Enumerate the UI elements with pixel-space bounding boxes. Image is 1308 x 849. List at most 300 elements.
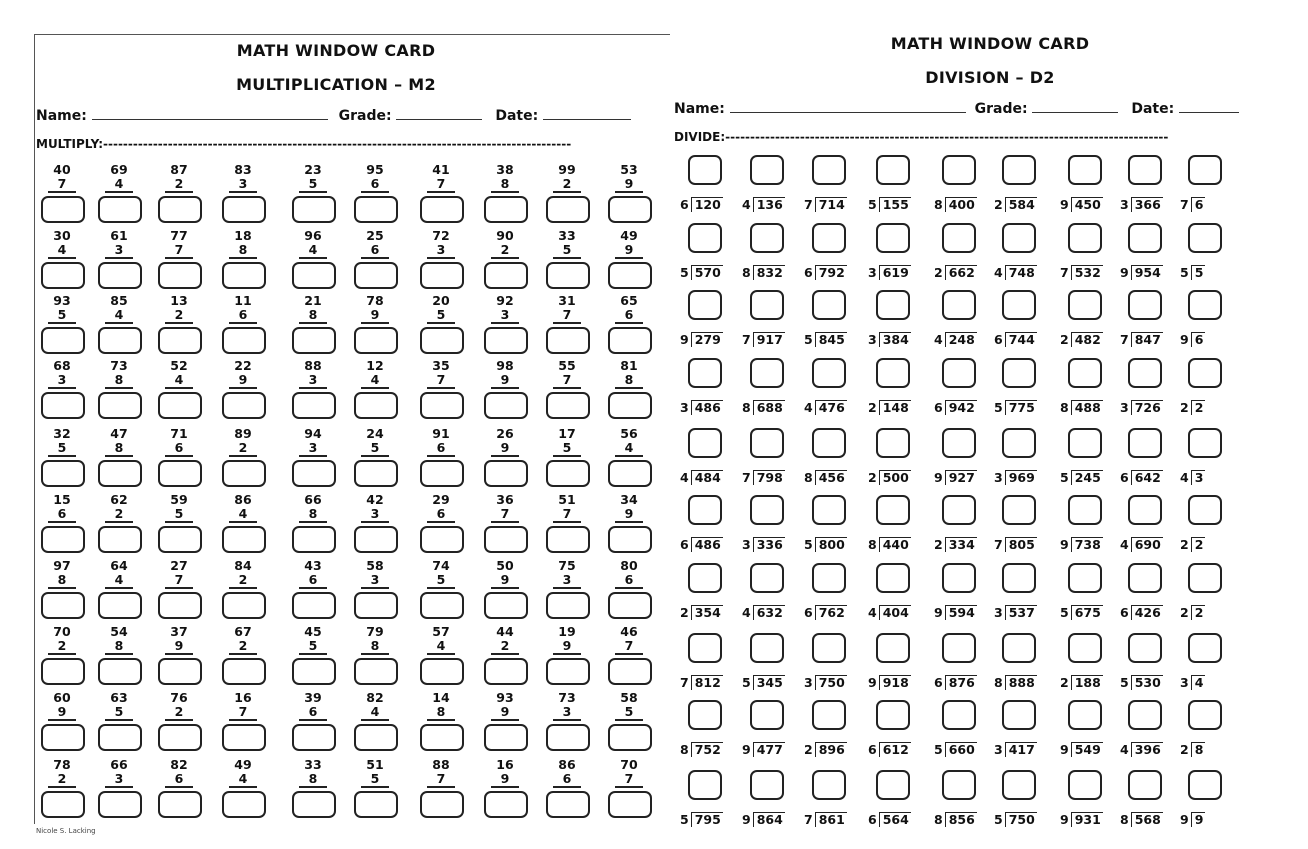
answer-box[interactable] (420, 526, 464, 553)
answer-box[interactable] (222, 791, 266, 818)
dividend: 426 (1131, 605, 1163, 620)
answer-box[interactable] (942, 155, 976, 185)
answer-box[interactable] (812, 770, 846, 800)
answer-box[interactable] (1002, 770, 1036, 800)
answer-box[interactable] (222, 526, 266, 553)
answer-box[interactable] (158, 196, 202, 223)
multiplication-problem (419, 492, 463, 523)
answer-box[interactable] (484, 327, 528, 354)
answer-box[interactable] (484, 196, 528, 223)
name-field[interactable] (730, 100, 966, 113)
dividend: 805 (1005, 537, 1037, 552)
answer-box[interactable] (98, 791, 142, 818)
answer-box[interactable] (688, 223, 722, 253)
answer-box[interactable] (876, 155, 910, 185)
answer-box[interactable] (484, 592, 528, 619)
multiplication-problem (291, 228, 335, 259)
answer-box[interactable] (222, 327, 266, 354)
multiplicand: 77 (170, 228, 188, 243)
answer-box[interactable] (1002, 700, 1036, 730)
divisor: 3 (804, 675, 813, 690)
answer-box[interactable] (546, 196, 590, 223)
answer-box[interactable] (292, 592, 336, 619)
answer-box[interactable] (812, 290, 846, 320)
division-card-title: MATH WINDOW CARD (890, 34, 1090, 53)
answer-box[interactable] (876, 290, 910, 320)
division-problem (1180, 812, 1230, 827)
divisor: 7 (1060, 265, 1069, 280)
answer-box[interactable] (1068, 290, 1102, 320)
answer-box[interactable] (1002, 358, 1036, 388)
multiplier: 8 (48, 573, 76, 589)
answer-box[interactable] (41, 460, 85, 487)
multiplier: 6 (615, 308, 643, 324)
answer-box[interactable] (812, 700, 846, 730)
multiplication-problem (607, 492, 651, 523)
dividend: 549 (1071, 742, 1103, 757)
divisor: 4 (680, 470, 689, 485)
answer-box[interactable] (750, 563, 784, 593)
multiplier: 2 (491, 639, 519, 655)
answer-box[interactable] (750, 223, 784, 253)
answer-box[interactable] (420, 724, 464, 751)
answer-box[interactable] (420, 196, 464, 223)
answer-box[interactable] (1188, 633, 1222, 663)
answer-box[interactable] (1068, 223, 1102, 253)
answer-box[interactable] (608, 791, 652, 818)
answer-box[interactable] (1068, 700, 1102, 730)
divisor: 5 (680, 812, 689, 827)
answer-box[interactable] (1128, 428, 1162, 458)
multiplication-problem (419, 690, 463, 721)
answer-box[interactable] (750, 428, 784, 458)
division-problem (1120, 605, 1170, 620)
answer-box[interactable] (608, 592, 652, 619)
answer-box[interactable] (688, 290, 722, 320)
division-card-subtitle: DIVISION – D2 (925, 68, 1055, 87)
answer-box[interactable] (354, 791, 398, 818)
answer-box[interactable] (292, 392, 336, 419)
answer-box[interactable] (98, 526, 142, 553)
answer-box[interactable] (222, 196, 266, 223)
multiplicand: 64 (110, 558, 128, 573)
answer-box[interactable] (608, 196, 652, 223)
answer-box[interactable] (546, 791, 590, 818)
division-problem (742, 197, 792, 212)
dividend: 248 (945, 332, 977, 347)
answer-box[interactable] (354, 392, 398, 419)
answer-box[interactable] (688, 495, 722, 525)
multiplication-problem (483, 690, 527, 721)
divisor: 8 (804, 470, 813, 485)
answer-box[interactable] (222, 460, 266, 487)
grade-field[interactable] (1032, 100, 1118, 113)
answer-box[interactable] (942, 563, 976, 593)
answer-box[interactable] (812, 155, 846, 185)
answer-box[interactable] (546, 526, 590, 553)
multiplicand: 88 (304, 358, 322, 373)
answer-box[interactable] (942, 770, 976, 800)
answer-box[interactable] (1002, 290, 1036, 320)
divisor: 9 (1060, 742, 1069, 757)
multiplicand: 39 (304, 690, 322, 705)
answer-box[interactable] (420, 327, 464, 354)
answer-box[interactable] (222, 392, 266, 419)
answer-box[interactable] (750, 495, 784, 525)
answer-box[interactable] (608, 392, 652, 419)
answer-box[interactable] (41, 658, 85, 685)
answer-box[interactable] (608, 724, 652, 751)
multiplier: 6 (427, 441, 455, 457)
answer-box[interactable] (158, 791, 202, 818)
answer-box[interactable] (354, 460, 398, 487)
answer-box[interactable] (876, 358, 910, 388)
answer-box[interactable] (876, 495, 910, 525)
grade-label: Grade: (338, 108, 392, 124)
answer-box[interactable] (942, 290, 976, 320)
answer-box[interactable] (688, 700, 722, 730)
answer-box[interactable] (546, 592, 590, 619)
answer-box[interactable] (222, 592, 266, 619)
divide-section-label: DIVIDE:----------------------------------------------------------------------------------------- (674, 130, 1169, 144)
answer-box[interactable] (41, 196, 85, 223)
answer-box[interactable] (292, 262, 336, 289)
name-field[interactable] (92, 107, 328, 120)
grade-field[interactable] (396, 107, 482, 120)
answer-box[interactable] (1002, 428, 1036, 458)
answer-box[interactable] (876, 633, 910, 663)
answer-box[interactable] (546, 658, 590, 685)
answer-box[interactable] (942, 223, 976, 253)
answer-box[interactable] (158, 724, 202, 751)
answer-box[interactable] (354, 526, 398, 553)
division-problem (994, 470, 1044, 485)
answer-box[interactable] (98, 658, 142, 685)
multiplicand: 46 (620, 624, 638, 639)
answer-box[interactable] (41, 724, 85, 751)
date-label: Date: (495, 108, 539, 124)
multiplicand: 80 (620, 558, 638, 573)
division-problem (804, 742, 854, 757)
answer-box[interactable] (41, 392, 85, 419)
multiplication-problem (97, 293, 141, 324)
multiplier: 3 (299, 441, 327, 457)
answer-box[interactable] (546, 724, 590, 751)
multiplier: 4 (361, 705, 389, 721)
answer-box[interactable] (750, 770, 784, 800)
answer-box[interactable] (292, 724, 336, 751)
dividend: 888 (1005, 675, 1037, 690)
answer-box[interactable] (158, 460, 202, 487)
answer-box[interactable] (420, 392, 464, 419)
answer-box[interactable] (1128, 495, 1162, 525)
answer-box[interactable] (158, 262, 202, 289)
answer-box[interactable] (1188, 428, 1222, 458)
answer-box[interactable] (688, 633, 722, 663)
answer-box[interactable] (41, 327, 85, 354)
multiplicand: 98 (496, 358, 514, 373)
answer-box[interactable] (750, 290, 784, 320)
answer-box[interactable] (1128, 563, 1162, 593)
dividend: 486 (691, 537, 723, 552)
answer-box[interactable] (484, 262, 528, 289)
answer-box[interactable] (222, 262, 266, 289)
division-problem (742, 470, 792, 485)
answer-box[interactable] (1188, 770, 1222, 800)
dividend: 927 (945, 470, 977, 485)
multiplier: 8 (361, 639, 389, 655)
divisor: 6 (804, 605, 813, 620)
multiplicand: 66 (110, 757, 128, 772)
dividend: 619 (879, 265, 911, 280)
date-field[interactable] (543, 107, 631, 120)
answer-box[interactable] (812, 495, 846, 525)
answer-box[interactable] (750, 633, 784, 663)
dividend: 726 (1131, 400, 1163, 415)
multiplier: 3 (553, 573, 581, 589)
answer-box[interactable] (608, 526, 652, 553)
answer-box[interactable] (98, 460, 142, 487)
multiplication-problem (419, 228, 463, 259)
answer-box[interactable] (1002, 495, 1036, 525)
divisor: 4 (868, 605, 877, 620)
divisor: 3 (994, 470, 1003, 485)
answer-box[interactable] (1128, 633, 1162, 663)
answer-box[interactable] (942, 700, 976, 730)
answer-box[interactable] (1128, 155, 1162, 185)
answer-box[interactable] (688, 155, 722, 185)
multiplication-problem (353, 293, 397, 324)
multiplicand: 26 (496, 426, 514, 441)
answer-box[interactable] (1002, 633, 1036, 663)
answer-box[interactable] (420, 262, 464, 289)
answer-box[interactable] (420, 460, 464, 487)
answer-box[interactable] (1188, 155, 1222, 185)
answer-box[interactable] (484, 791, 528, 818)
answer-box[interactable] (942, 428, 976, 458)
division-problem (742, 400, 792, 415)
answer-box[interactable] (812, 633, 846, 663)
answer-box[interactable] (158, 592, 202, 619)
multiplication-problem (483, 228, 527, 259)
answer-box[interactable] (608, 460, 652, 487)
multiplier: 2 (48, 772, 76, 788)
multiplication-problem (97, 492, 141, 523)
answer-box[interactable] (1068, 155, 1102, 185)
answer-box[interactable] (354, 592, 398, 619)
divisor: 7 (994, 537, 1003, 552)
answer-box[interactable] (1128, 770, 1162, 800)
answer-box[interactable] (688, 563, 722, 593)
multiplier: 9 (48, 705, 76, 721)
answer-box[interactable] (158, 658, 202, 685)
answer-box[interactable] (1128, 290, 1162, 320)
multiplication-problem (157, 757, 201, 788)
multiplication-problem (97, 558, 141, 589)
multiplicand: 92 (496, 293, 514, 308)
multiplier: 8 (491, 177, 519, 193)
answer-box[interactable] (1128, 223, 1162, 253)
answer-box[interactable] (546, 392, 590, 419)
divisor: 9 (680, 332, 689, 347)
answer-box[interactable] (1068, 563, 1102, 593)
answer-box[interactable] (1068, 428, 1102, 458)
answer-box[interactable] (354, 658, 398, 685)
answer-box[interactable] (1002, 563, 1036, 593)
answer-box[interactable] (812, 428, 846, 458)
answer-box[interactable] (41, 262, 85, 289)
multiplicand: 86 (558, 757, 576, 772)
multiplicand: 27 (170, 558, 188, 573)
answer-box[interactable] (354, 724, 398, 751)
answer-box[interactable] (484, 460, 528, 487)
answer-box[interactable] (98, 262, 142, 289)
answer-box[interactable] (608, 262, 652, 289)
answer-box[interactable] (292, 460, 336, 487)
divisor: 3 (1180, 675, 1189, 690)
dividend: 486 (691, 400, 723, 415)
answer-box[interactable] (420, 658, 464, 685)
answer-box[interactable] (98, 327, 142, 354)
multiplication-header-fields (36, 107, 631, 124)
answer-box[interactable] (1068, 495, 1102, 525)
date-field[interactable] (1179, 100, 1239, 113)
answer-box[interactable] (1188, 358, 1222, 388)
answer-box[interactable] (1002, 223, 1036, 253)
answer-box[interactable] (41, 592, 85, 619)
division-problem (680, 537, 730, 552)
answer-box[interactable] (876, 563, 910, 593)
multiplicand: 70 (53, 624, 71, 639)
answer-box[interactable] (812, 563, 846, 593)
dividend: 345 (753, 675, 785, 690)
answer-box[interactable] (546, 460, 590, 487)
answer-box[interactable] (222, 724, 266, 751)
divisor: 6 (1120, 605, 1129, 620)
division-problem (1180, 332, 1230, 347)
answer-box[interactable] (942, 358, 976, 388)
multiplicand: 88 (432, 757, 450, 772)
division-problem (1060, 400, 1110, 415)
answer-box[interactable] (876, 700, 910, 730)
answer-box[interactable] (484, 392, 528, 419)
answer-box[interactable] (942, 495, 976, 525)
answer-box[interactable] (420, 592, 464, 619)
multiplier: 7 (553, 507, 581, 523)
answer-box[interactable] (1128, 700, 1162, 730)
division-problem (680, 675, 730, 690)
multiplication-problem (353, 624, 397, 655)
answer-box[interactable] (158, 392, 202, 419)
division-problem (1060, 812, 1110, 827)
answer-box[interactable] (292, 791, 336, 818)
answer-box[interactable] (1188, 290, 1222, 320)
answer-box[interactable] (292, 658, 336, 685)
answer-box[interactable] (608, 658, 652, 685)
answer-box[interactable] (1068, 770, 1102, 800)
multiplier: 9 (491, 373, 519, 389)
division-problem (1060, 605, 1110, 620)
answer-box[interactable] (1068, 633, 1102, 663)
dividend: 8 (1191, 742, 1206, 757)
answer-box[interactable] (546, 327, 590, 354)
multiplication-problem (607, 358, 651, 389)
divisor: 6 (934, 400, 943, 415)
answer-box[interactable] (688, 770, 722, 800)
multiplication-problem (291, 558, 335, 589)
answer-box[interactable] (292, 196, 336, 223)
multiplication-problem (97, 426, 141, 457)
multiplication-problem (353, 558, 397, 589)
answer-box[interactable] (688, 428, 722, 458)
answer-box[interactable] (41, 526, 85, 553)
answer-box[interactable] (354, 196, 398, 223)
divisor: 7 (742, 470, 751, 485)
answer-box[interactable] (688, 358, 722, 388)
answer-box[interactable] (41, 791, 85, 818)
answer-box[interactable] (484, 724, 528, 751)
answer-box[interactable] (876, 428, 910, 458)
dividend: 484 (691, 470, 723, 485)
multiplier: 7 (427, 772, 455, 788)
answer-box[interactable] (750, 700, 784, 730)
answer-box[interactable] (98, 592, 142, 619)
answer-box[interactable] (1188, 223, 1222, 253)
answer-box[interactable] (812, 223, 846, 253)
answer-box[interactable] (1188, 700, 1222, 730)
answer-box[interactable] (876, 770, 910, 800)
answer-box[interactable] (98, 196, 142, 223)
divisor: 6 (680, 197, 689, 212)
answer-box[interactable] (546, 262, 590, 289)
answer-box[interactable] (1002, 155, 1036, 185)
divisor: 5 (680, 265, 689, 280)
divisor: 4 (742, 197, 751, 212)
multiplier: 4 (229, 772, 257, 788)
answer-box[interactable] (876, 223, 910, 253)
dividend: 688 (753, 400, 785, 415)
multiplier: 3 (427, 243, 455, 259)
answer-box[interactable] (484, 526, 528, 553)
answer-box[interactable] (812, 358, 846, 388)
divisor: 7 (804, 197, 813, 212)
answer-box[interactable] (292, 327, 336, 354)
answer-box[interactable] (354, 327, 398, 354)
answer-box[interactable] (98, 392, 142, 419)
answer-box[interactable] (942, 633, 976, 663)
answer-box[interactable] (354, 262, 398, 289)
multiplication-problem (419, 162, 463, 193)
division-problem (1180, 605, 1230, 620)
answer-box[interactable] (292, 526, 336, 553)
answer-box[interactable] (750, 358, 784, 388)
answer-box[interactable] (1188, 495, 1222, 525)
answer-box[interactable] (1128, 358, 1162, 388)
answer-box[interactable] (158, 526, 202, 553)
answer-box[interactable] (484, 658, 528, 685)
divisor: 5 (994, 400, 1003, 415)
answer-box[interactable] (420, 791, 464, 818)
division-problem (1060, 537, 1110, 552)
divisor: 4 (1120, 742, 1129, 757)
answer-box[interactable] (98, 724, 142, 751)
answer-box[interactable] (1188, 563, 1222, 593)
answer-box[interactable] (1068, 358, 1102, 388)
answer-box[interactable] (750, 155, 784, 185)
answer-box[interactable] (608, 327, 652, 354)
answer-box[interactable] (222, 658, 266, 685)
answer-box[interactable] (158, 327, 202, 354)
